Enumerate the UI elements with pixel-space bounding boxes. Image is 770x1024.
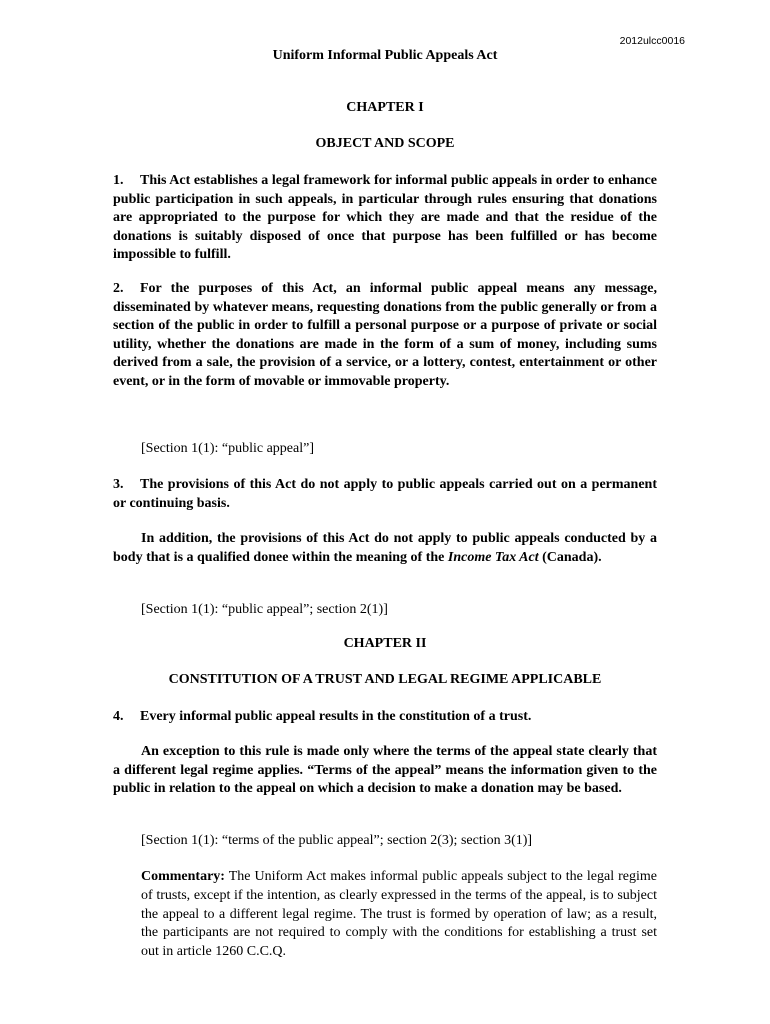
section-1-text: This Act establishes a legal framework for informal public appeals in order to enhance public participation in such appeals, in particular through rules ensuring that donations are appropriated to the purpose for which they are made and that the residue of the donations is suitably disposed of once that purpose has been fulfilled or has become impossible to fulfill. [113, 173, 657, 263]
section-3-text: The provisions of this Act do not apply to public appeals carried out on a permanent or continuing basis. [113, 477, 657, 511]
section-1 [113, 172, 657, 265]
section-3-paragraph-2 [113, 530, 657, 567]
section-2-text: For the purposes of this Act, an informal public appeal means any message, disseminated by whatever means, requesting donations from the public generally or from a section of the public in order to fulfill a personal purpose or a purpose of private or social utility, whether the donations are made in the form of a sum of money, including sums derived from a sale, the provision of a service, or a lottery, contest, entertainment or other event, or in the form of movable or immovable property. [113, 281, 657, 389]
section-4-paragraph-2: An exception to this rule is made only where the terms of the appeal state clearly that a different legal regime applies. “Terms of the appeal” means the information given to the public in relation to the appeal on which a decision to make a donation may be based. [113, 744, 657, 797]
section-3b-text: In addition, the provisions of this Act do not apply to public appeals conducted by a body that is a qualified donee within the meaning of the [113, 531, 657, 565]
chapter-1-label: CHAPTER I [346, 100, 424, 115]
document-id: 2012ulcc0016 [619, 35, 685, 47]
section-2 [113, 280, 657, 392]
section-3b-end: (Canada). [538, 549, 602, 565]
commentary-text: The Uniform Act makes informal public appeals subject to the legal regime of trusts, except if the intention, as clearly expressed in the terms of the appeal, is to subject the appeal to a different legal regime. The trust is formed by operation of law; as a result, the participants are not required to comply with the conditions for establishing a trust set out in article 1260 C.C.Q. [141, 869, 657, 960]
reference-1: [Section 1(1): “public appeal”] [141, 441, 314, 456]
section-4 [113, 708, 657, 727]
section-1-number: 1. [113, 173, 124, 188]
section-2-number: 2. [113, 281, 124, 296]
commentary [141, 868, 657, 962]
commentary-label: Commentary: [141, 869, 225, 884]
chapter-2-heading: CONSTITUTION OF A TRUST AND LEGAL REGIME APPLICABLE [168, 672, 602, 687]
chapter-2-label: CHAPTER II [343, 636, 427, 651]
chapter-1-heading: OBJECT AND SCOPE [315, 136, 455, 151]
document-title: Uniform Informal Public Appeals Act [272, 48, 498, 63]
section-4-number: 4. [113, 709, 124, 724]
section-3 [113, 476, 657, 513]
reference-2: [Section 1(1): “public appeal”; section 2(1)] [141, 602, 388, 617]
reference-3: [Section 1(1): “terms of the public appeal”; section 2(3); section 3(1)] [141, 833, 533, 848]
section-3-number: 3. [113, 477, 124, 492]
act-name: Income Tax Act [447, 549, 539, 565]
section-4-text: Every informal public appeal results in the constitution of a trust. [140, 709, 532, 724]
